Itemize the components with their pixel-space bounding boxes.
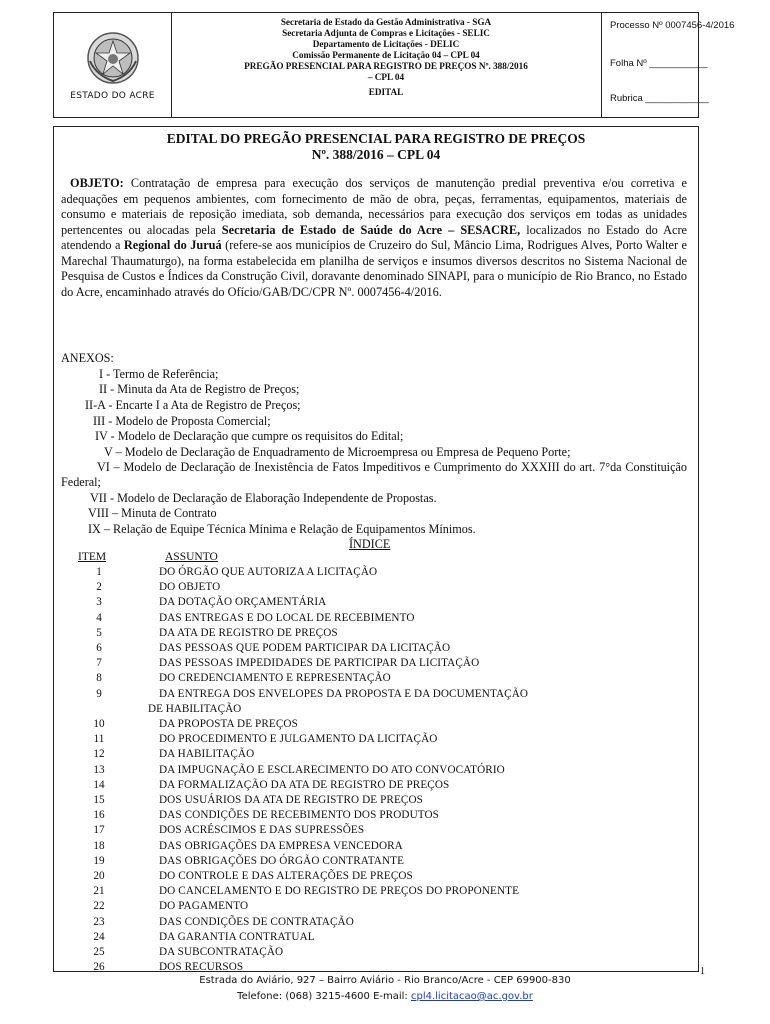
indice-item-subject: DOS RECURSOS: [159, 961, 244, 974]
document-title-line1: EDITAL DO PREGÃO PRESENCIAL PARA REGISTRO DE PREÇOS: [166, 131, 586, 146]
indice-item-number: 18: [93, 839, 105, 852]
indice-item-number: 12: [93, 748, 105, 761]
anexo-item: IV - Modelo de Declaração que cumpre os requisitos do Edital;: [95, 429, 404, 443]
anexo-item: VII - Modelo de Declaração de Elaboração Independente de Propostas.: [90, 491, 437, 505]
processo-number: Processo Nº 0007456-4/2016: [610, 20, 735, 31]
indice-item-number: 25: [93, 946, 105, 958]
state-name: ESTADO DO ACRE: [70, 91, 155, 101]
indice-item-subject: DAS PESSOAS IMPEDIDADES DE PARTICIPAR DA LICITAÇÃO: [159, 657, 480, 670]
indice-item-number: 11: [93, 733, 105, 746]
indice-item-number: 22: [93, 900, 105, 913]
header-edital-label: EDITAL: [368, 87, 404, 97]
anexo-item: V – Modelo de Declaração de Enquadramento de Microempresa ou Empresa de Pequeno Porte;: [104, 445, 571, 459]
indice-item-subject: DAS CONDIÇÕES DE CONTRATAÇÃO: [159, 915, 354, 928]
indice-item-subject: DA FORMALIZAÇÃO DA ATA DE REGISTRO DE PREÇOS: [159, 778, 450, 791]
indice-item-number: 4: [96, 611, 102, 624]
indice-item-number: 13: [93, 763, 105, 776]
indice-item-subject: DA ATA DE REGISTRO DE PREÇOS: [159, 626, 338, 639]
header-line: PREGÃO PRESENCIAL PARA REGISTRO DE PREÇOS Nº. 388/2016: [244, 61, 528, 71]
objeto-text: localizados no Estado do Acre atendendo a: [61, 222, 688, 252]
indice-item-subject: DO CANCELAMENTO E DO REGISTRO DE PREÇOS DO PROPONENTE: [159, 885, 519, 898]
indice-item-subject: DA GARANTIA CONTRATUAL: [159, 930, 315, 943]
indice-item-number: 15: [93, 794, 105, 806]
indice-item-subject: DOS ACRÉSCIMOS E DAS SUPRESSÕES: [159, 824, 365, 837]
acre-coat-of-arms-icon: [86, 31, 140, 85]
folha-field: Folha Nº ___________: [610, 58, 708, 69]
anexo-item: VI – Modelo de Declaração de Inexistência de Fatos Impeditivos e Cumprimento do XXXIII do art. 7°da Constituição Federal;: [61, 460, 687, 489]
header-institution-block: [171, 13, 602, 117]
indice-item-number: 21: [93, 885, 105, 898]
indice-column-item: ITEM: [78, 551, 107, 563]
footer-email-link[interactable]: cpl4.licitacao@ac.gov.br: [410, 991, 533, 1002]
header-line: Secretaria Adjunta de Compras e Licitações - SELIC: [282, 28, 490, 38]
indice-item-subject: DO PAGAMENTO: [159, 900, 249, 913]
objeto-paragraph: [61, 176, 687, 300]
indice-item-subject: DA PROPOSTA DE PREÇOS: [159, 718, 298, 730]
indice-item-subject: DO ÓRGÃO QUE AUTORIZA A LICITAÇÃO: [159, 566, 378, 578]
objeto-label: OBJETO:: [70, 176, 124, 190]
indice-item-subject: DOS USUÁRIOS DA ATA DE REGISTRO DE PREÇOS: [159, 794, 423, 806]
process-info-cell: [603, 13, 735, 117]
indice-item-number: 3: [96, 596, 102, 609]
indice-item-number: 19: [93, 854, 105, 867]
objeto-bold-regional: Regional do Juruá: [123, 238, 222, 252]
indice-item-subject: DA ENTREGA DOS ENVELOPES DA PROPOSTA E DA DOCUMENTAÇÃO: [159, 687, 529, 700]
indice-item-number: 20: [93, 870, 105, 882]
footer-phone: Telefone: (068) 3215-4600 E-mail:: [237, 991, 411, 1002]
document-header: [53, 12, 735, 118]
objeto-text: Contratação de empresa para execução dos serviços de manutenção predial preventiva e/ou corretiva e adequações em pequenos ambientes, com fornecimento de mão de obra, peças, ferramentas, equipamentos, materiais de consumo e materiais de reposição imediata, sob demanda, necessários para execução dos serviços em todas as unidades pertencentes ou alocadas pela: [61, 176, 687, 237]
indice-item-subject: DA SUBCONTRATAÇÃO: [159, 946, 284, 958]
header-line: Departamento de Licitações - DELIC: [312, 39, 460, 49]
indice-item-number: 17: [93, 824, 105, 837]
anexos-title: ANEXOS:: [61, 351, 114, 365]
header-line: Secretaria de Estado da Gestão Administrativa - SGA: [280, 17, 492, 27]
indice-item-number: 9: [96, 687, 102, 700]
anexo-item: VIII – Minuta de Contrato: [88, 506, 217, 520]
indice-item-subject: DA HABILITAÇÃO: [159, 748, 255, 761]
indice-item-number: 14: [93, 778, 105, 791]
indice-item-number: 24: [93, 930, 105, 943]
anexo-item: IX – Relação de Equipe Técnica Mínima e Relação de Equipamentos Mínimos.: [88, 522, 476, 536]
indice-column-assunto: ASSUNTO: [165, 551, 218, 563]
indice-item-number: 6: [96, 642, 102, 654]
logo-cell: [54, 13, 172, 117]
indice-item-subject: DAS CONDIÇÕES DE RECEBIMENTO DOS PRODUTOS: [159, 809, 439, 822]
indice-item-number: 7: [96, 657, 102, 670]
indice-item-subject: DO OBJETO: [159, 581, 221, 594]
indice-item-subject: DA IMPUGNAÇÃO E ESCLARECIMENTO DO ATO CONVOCATÓRIO: [159, 763, 505, 776]
indice-title: ÍNDICE: [349, 537, 391, 551]
indice-item-number: 26: [93, 961, 105, 974]
indice-item-continuation: DE HABILITAÇÃO: [148, 702, 242, 715]
document-title-line2: Nº. 388/2016 – CPL 04: [311, 147, 441, 162]
header-line: Comissão Permanente de Licitação 04 – CPL 04: [292, 50, 480, 60]
rubrica-field: Rubrica ____________: [610, 93, 709, 104]
header-line: – CPL 04: [367, 72, 405, 82]
anexo-item: I - Termo de Referência;: [99, 367, 219, 381]
indice-item-subject: DAS ENTREGAS E DO LOCAL DE RECEBIMENTO: [159, 611, 415, 624]
page-number: 1: [700, 966, 705, 977]
footer-address: Estrada do Aviário, 927 – Bairro Aviário - Rio Branco/Acre - CEP 69900-830: [199, 975, 571, 986]
objeto-bold-secretaria: Secretaria de Estado de Saúde do Acre – SESACRE,: [221, 222, 521, 237]
indice-item-subject: DAS PESSOAS QUE PODEM PARTICIPAR DA LICITAÇÃO: [159, 642, 451, 654]
indice-item-subject: DO PROCEDIMENTO E JULGAMENTO DA LICITAÇÃO: [159, 733, 438, 746]
indice-item-number: 5: [96, 626, 102, 639]
indice-item-number: 8: [96, 672, 102, 685]
indice-item-number: 16: [93, 809, 105, 822]
indice-item-subject: DAS OBRIGAÇÕES DA EMPRESA VENCEDORA: [159, 839, 403, 852]
anexo-item: III - Modelo de Proposta Comercial;: [93, 414, 271, 428]
indice-item-subject: DO CONTROLE E DAS ALTERAÇÕES DE PREÇOS: [159, 870, 413, 882]
footer-contact: [0, 991, 770, 1002]
indice-item-subject: DAS OBRIGAÇÕES DO ÓRGÃO CONTRATANTE: [159, 854, 405, 867]
indice-item-subject: DO CREDENCIAMENTO E REPRESENTAÇÃO: [159, 672, 391, 685]
indice-item-number: 2: [96, 581, 102, 594]
indice-item-subject: DA DOTAÇÃO ORÇAMENTÁRIA: [159, 596, 327, 609]
objeto-text: (refere-se aos municípios de Cruzeiro do Sul, Mâncio Lima, Rodrigues Alves, Porto Walter e Marechal Thaumaturgo), na forma estabelecida em planilha de serviços e insumos diversos descritos no Sistema Nacional de Pesquisa de Custos e Índices da Construção Civil, doravante denominado SINAPI, para o município de Rio Branco, no Estado do Acre, encaminhado através do Ofício/GAB/DC/CPR Nº. 0007456-4/2016.: [61, 238, 687, 299]
anexo-item: II - Minuta da Ata de Registro de Preços;: [99, 382, 300, 396]
indice-item-number: 23: [93, 915, 105, 928]
indice-item-number: 1: [96, 566, 102, 578]
anexo-item: II-A - Encarte I a Ata de Registro de Preços;: [85, 398, 301, 412]
indice-item-number: 10: [93, 718, 105, 730]
